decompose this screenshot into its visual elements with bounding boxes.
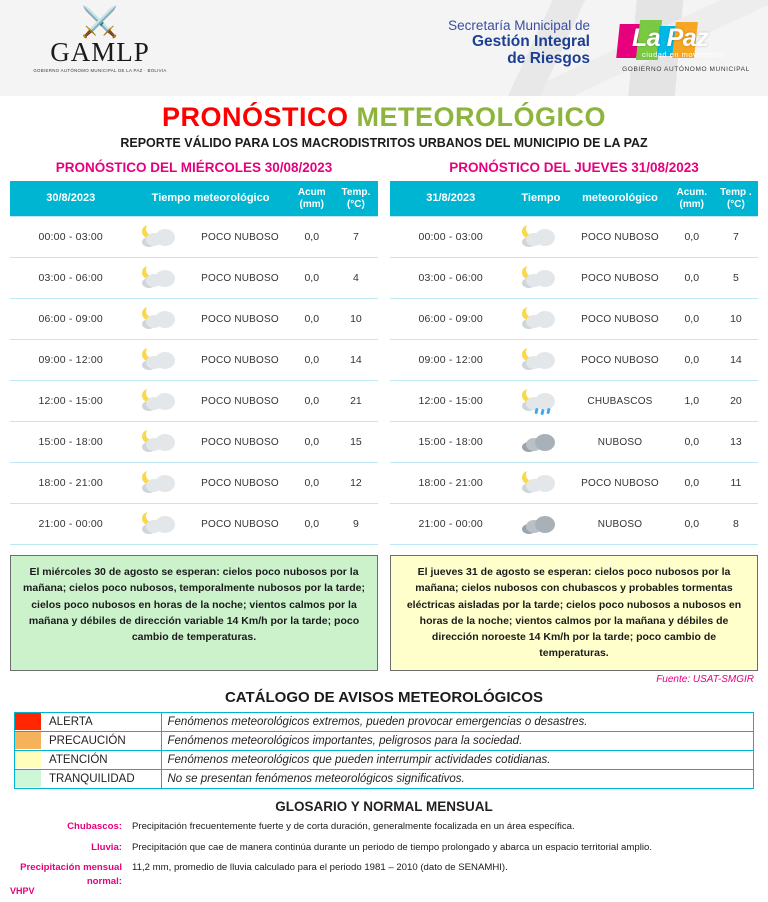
cell-condition: NUBOSO [570, 422, 669, 463]
cell-condition: POCO NUBOSO [570, 217, 669, 258]
table-row [390, 217, 758, 258]
secretaria-line2: Gestión Integral [472, 33, 590, 51]
gamlp-crest-icon: ⚔️ [81, 6, 119, 39]
table-row [10, 340, 378, 381]
cell-condition: POCO NUBOSO [190, 504, 289, 545]
summary-boxes [10, 555, 758, 671]
cell-acum: 0,0 [670, 258, 714, 299]
summary-thursday: El jueves 31 de agosto se esperan: cielos poco nubosos por la mañana; cielos nubosos con chubascos y probables tormentas eléctricas aisladas por la tarde; cielos poco nubosos a nubosos en horas de la noche; vientos calmos por la mañana y débiles de dirección noroeste 14 Km/h por la tarde; poco cambio de temperaturas. [390, 555, 758, 671]
day-headings [10, 160, 758, 175]
table-head [10, 181, 378, 217]
cell-acum: 0,0 [290, 299, 334, 340]
catalog-row [15, 731, 754, 750]
table-row [390, 463, 758, 504]
col-acum-line2: (mm) [679, 198, 704, 210]
gamlp-subtitle: GOBIERNO AUTÓNOMO MUNICIPAL DE LA PAZ · BOLIVIA [33, 68, 167, 73]
cell-temp: 14 [714, 340, 758, 381]
glossary-item [14, 820, 754, 834]
glossary-title: GLOSARIO Y NORMAL MENSUAL [275, 798, 493, 814]
cell-acum: 0,0 [670, 217, 714, 258]
table-row [390, 340, 758, 381]
moon-cloud-icon [131, 217, 190, 258]
glossary-item [14, 841, 754, 855]
page-title [0, 102, 768, 133]
cell-time: 15:00 - 18:00 [390, 422, 511, 463]
col-temp-line2: (°C) [726, 198, 745, 210]
table-header-row [10, 181, 378, 217]
desc-tranquilidad: No se presentan fenómenos meteorológicos significativos. [161, 769, 754, 788]
catalog-body [15, 712, 754, 788]
table-row [10, 422, 378, 463]
secretaria-line1: Secretaría Municipal de [448, 18, 590, 33]
cell-time: 12:00 - 15:00 [10, 381, 131, 422]
day-heading-thursday: PRONÓSTICO DEL JUEVES 31/08/2023 [449, 160, 699, 175]
table-row [10, 258, 378, 299]
cell-acum: 0,0 [670, 504, 714, 545]
table-head [390, 181, 758, 217]
cell-acum: 0,0 [670, 422, 714, 463]
forecast-table-thursday-wrap [390, 181, 758, 545]
gamlp-logo [10, 8, 190, 73]
table-row [390, 381, 758, 422]
cell-condition: POCO NUBOSO [570, 258, 669, 299]
page-title-part1: PRONÓSTICO [161, 102, 357, 132]
col-temp-line1: Temp. [341, 187, 371, 198]
col-temp-line2: (°C) [346, 198, 365, 210]
forecast-table-wednesday [10, 181, 378, 545]
gamlp-wordmark: GAMLP [50, 37, 150, 67]
glossary-item [14, 861, 754, 889]
table-row [10, 381, 378, 422]
lapaz-logo [616, 20, 756, 73]
cell-temp: 4 [334, 258, 378, 299]
moon-cloud-icon [511, 217, 570, 258]
rain-cloud-icon [511, 381, 570, 422]
cell-acum: 0,0 [290, 463, 334, 504]
page-title-part2: METEOROLÓGICO [356, 102, 606, 132]
cell-time: 18:00 - 21:00 [390, 463, 511, 504]
table-header-row [390, 181, 758, 217]
cloudy-night-icon [511, 504, 570, 545]
col-date: 30/8/2023 [10, 181, 131, 217]
cell-acum: 0,0 [670, 299, 714, 340]
lapaz-name: La Paz [632, 24, 709, 52]
cell-acum: 0,0 [290, 340, 334, 381]
cell-condition: POCO NUBOSO [190, 463, 289, 504]
forecast-table-wednesday-wrap [10, 181, 378, 545]
cell-temp: 21 [334, 381, 378, 422]
cell-time: 00:00 - 03:00 [390, 217, 511, 258]
cell-temp: 11 [714, 463, 758, 504]
col-temp [334, 181, 378, 217]
catalog-title: CATÁLOGO DE AVISOS METEOROLÓGICOS [224, 688, 544, 706]
cell-temp: 13 [714, 422, 758, 463]
moon-cloud-icon [511, 463, 570, 504]
cell-temp: 14 [334, 340, 378, 381]
cell-acum: 0,0 [290, 217, 334, 258]
moon-cloud-icon [131, 463, 190, 504]
cell-time: 21:00 - 00:00 [10, 504, 131, 545]
sun-cloud-icon [511, 340, 570, 381]
sun-cloud-icon [131, 381, 190, 422]
cell-condition: CHUBASCOS [570, 381, 669, 422]
cell-acum: 0,0 [290, 422, 334, 463]
cell-condition: POCO NUBOSO [190, 340, 289, 381]
cell-temp: 7 [714, 217, 758, 258]
level-tranquilidad: TRANQUILIDAD [41, 769, 161, 788]
cell-condition: POCO NUBOSO [190, 422, 289, 463]
col-acum [670, 181, 714, 217]
cell-time: 21:00 - 00:00 [390, 504, 511, 545]
col-acum-line1: Acum [297, 187, 326, 198]
table-row [390, 258, 758, 299]
table-body [10, 217, 378, 545]
swatch-alerta [15, 712, 42, 731]
level-alerta: ALERTA [41, 712, 161, 731]
cell-condition: POCO NUBOSO [190, 381, 289, 422]
cell-temp: 10 [714, 299, 758, 340]
table-row [10, 463, 378, 504]
catalog-row [15, 712, 754, 731]
cell-acum: 1,0 [670, 381, 714, 422]
col-weather: Tiempo meteorológico [131, 181, 289, 217]
sun-cloud-icon [131, 299, 190, 340]
cell-condition: NUBOSO [570, 504, 669, 545]
cell-time: 18:00 - 21:00 [10, 463, 131, 504]
swatch-tranquilidad [15, 769, 42, 788]
day-heading-wednesday: PRONÓSTICO DEL MIÉRCOLES 30/08/2023 [55, 160, 333, 175]
glossary-term: Lluvia: [91, 841, 122, 853]
forecast-table-thursday [390, 181, 758, 545]
swatch-precaucion [15, 731, 42, 750]
cell-condition: POCO NUBOSO [570, 340, 669, 381]
col-temp [714, 181, 758, 217]
cell-condition: POCO NUBOSO [190, 299, 289, 340]
cell-time: 12:00 - 15:00 [390, 381, 511, 422]
col-date: 31/8/2023 [390, 181, 511, 217]
col-temp-line1: Temp . [720, 187, 752, 198]
glossary-definition: Precipitación que cae de manera continúa durante un periodo de tiempo prolongado y abarca un espacio territorial amplio. [132, 841, 652, 853]
summary-wednesday: El miércoles 30 de agosto se esperan: cielos poco nubosos por la mañana; cielos poco nubosos, temporalmente nubosos por la tarde; cielos poco nubosos en horas de la noche; vientos calmos por la mañana y débiles de dirección variable 14 Km/h por la tarde; poco cambio de temperaturas. [10, 555, 378, 671]
sun-cloud-icon [131, 422, 190, 463]
glossary-term: Precipitación mensual normal: [20, 862, 122, 888]
page-subtitle: REPORTE VÁLIDO PARA LOS MACRODISTRITOS URBANOS DEL MUNICIPIO DE LA PAZ [120, 136, 648, 150]
table-row [10, 299, 378, 340]
cell-condition: POCO NUBOSO [190, 258, 289, 299]
glossary-definition: 11,2 mm, promedio de lluvia calculado para el periodo 1981 – 2010 (dato de SENAMHI). [132, 862, 508, 874]
table-body [390, 217, 758, 545]
moon-cloud-icon [511, 258, 570, 299]
cell-time: 06:00 - 09:00 [390, 299, 511, 340]
level-atencion: ATENCIÓN [41, 750, 161, 769]
table-row [10, 217, 378, 258]
col-acum-line2: (mm) [299, 198, 324, 210]
cell-time: 09:00 - 12:00 [10, 340, 131, 381]
forecast-tables [10, 181, 758, 545]
table-row [10, 504, 378, 545]
cloudy-icon [511, 422, 570, 463]
cell-time: 00:00 - 03:00 [10, 217, 131, 258]
lapaz-gob-label: GOBIERNO AUTÓNOMO MUNICIPAL [622, 66, 750, 73]
glossary [14, 820, 754, 890]
glossary-term: Chubascos: [67, 820, 122, 832]
cell-condition: POCO NUBOSO [570, 299, 669, 340]
moon-cloud-icon [131, 258, 190, 299]
table-row [390, 504, 758, 545]
col-weather-2: meteorológico [570, 181, 669, 217]
cell-temp: 12 [334, 463, 378, 504]
table-row [390, 422, 758, 463]
cell-acum: 0,0 [670, 463, 714, 504]
desc-atencion: Fenómenos meteorológicos que pueden interrumpir actividades cotidianas. [161, 750, 754, 769]
cell-time: 03:00 - 06:00 [10, 258, 131, 299]
desc-precaucion: Fenómenos meteorológicos importantes, peligrosos para la sociedad. [161, 731, 754, 750]
cell-condition: POCO NUBOSO [190, 217, 289, 258]
cell-temp: 8 [714, 504, 758, 545]
cell-time: 06:00 - 09:00 [10, 299, 131, 340]
source-label: Fuente: USAT-SMGIR [656, 673, 754, 685]
catalog-table [14, 712, 754, 789]
cell-temp: 15 [334, 422, 378, 463]
cell-temp: 9 [334, 504, 378, 545]
cell-temp: 20 [714, 381, 758, 422]
desc-alerta: Fenómenos meteorológicos extremos, pueden provocar emergencias o desastres. [161, 712, 754, 731]
cell-time: 15:00 - 18:00 [10, 422, 131, 463]
footer-code: VHPV [10, 886, 35, 896]
sun-cloud-icon [131, 340, 190, 381]
cell-acum: 0,0 [290, 381, 334, 422]
secretaria-line3: de Riesgos [507, 50, 590, 68]
cell-acum: 0,0 [290, 504, 334, 545]
secretaria-block [400, 18, 590, 68]
cell-temp: 10 [334, 299, 378, 340]
cell-temp: 5 [714, 258, 758, 299]
page-header [0, 0, 768, 96]
cell-temp: 7 [334, 217, 378, 258]
cell-time: 09:00 - 12:00 [390, 340, 511, 381]
sun-cloud-icon [511, 299, 570, 340]
glossary-definition: Precipitación frecuentemente fuerte y de corta duración, generalmente focalizada en un área específica. [132, 820, 575, 832]
cell-acum: 0,0 [290, 258, 334, 299]
col-acum-line1: Acum. [676, 187, 708, 198]
cell-time: 03:00 - 06:00 [390, 258, 511, 299]
moon-cloud-icon [131, 504, 190, 545]
swatch-atencion [15, 750, 42, 769]
col-weather: Tiempo [511, 181, 570, 217]
catalog-row [15, 750, 754, 769]
lapaz-logo-mark [616, 20, 756, 64]
catalog-row [15, 769, 754, 788]
level-precaucion: PRECAUCIÓN [41, 731, 161, 750]
lapaz-tagline: ciudad en movimiento [642, 50, 725, 59]
col-acum [290, 181, 334, 217]
cell-acum: 0,0 [670, 340, 714, 381]
table-row [390, 299, 758, 340]
cell-condition: POCO NUBOSO [570, 463, 669, 504]
